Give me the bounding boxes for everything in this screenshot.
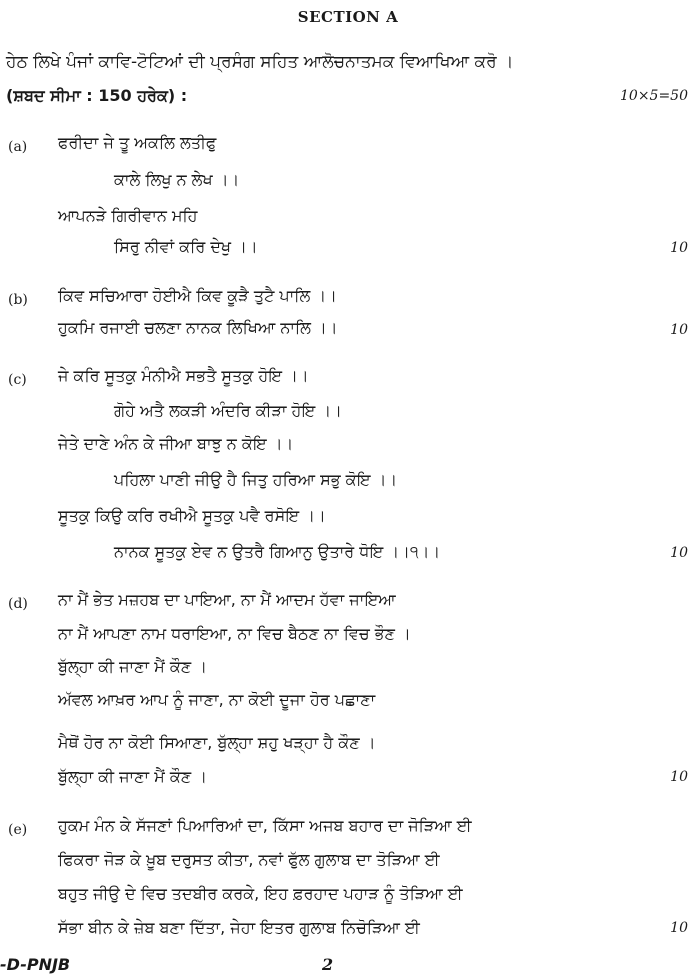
- question-d-line-1: ਨਾ ਮੈਂ ਭੇਤ ਮਜ਼ਹਬ ਦਾ ਪਾਇਆ, ਨਾ ਮੈਂ ਆਦਮ ਹੱਵਾ ਜਾਇਆ: [58, 590, 396, 609]
- question-c-line-6: ਨਾਨਕ ਸੂਤਕੁ ਏਵ ਨ ਉਤਰੈ ਗਿਆਨੁ ਉਤਾਰੇ ਧੋਇ ।।੧।।: [114, 542, 441, 561]
- page-number: 2: [322, 955, 334, 974]
- question-e-line-4: ਸੱਭਾ ਬੀਨ ਕੇ ਜ਼ੇਬ ਬਣਾ ਦਿੱਤਾ, ਜੇਹਾ ਇਤਰ ਗੁਲਾਬ ਨਿਚੋੜਿਆ ਈ: [58, 918, 420, 937]
- question-c-line-5: ਸੂਤਕੁ ਕਿਉ ਕਰਿ ਰਖੀਐ ਸੂਤਕੁ ਪਵੈ ਰਸੋਇ ।।: [58, 506, 326, 525]
- question-e-marks: 10: [670, 920, 688, 936]
- question-c-line-3: ਜੇਤੇ ਦਾਣੇ ਅੰਨ ਕੇ ਜੀਆ ਬਾਝੁ ਨ ਕੋਇ ।।: [58, 434, 294, 453]
- question-label-c: (c): [8, 372, 27, 388]
- word-limit: (ਸ਼ਬਦ ਸੀਮਾ : 150 ਹਰੇਕ) :: [6, 86, 188, 105]
- question-e-line-1: ਹੁਕਮ ਮੰਨ ਕੇ ਸੱਜਣਾਂ ਪਿਆਰਿਆਂ ਦਾ, ਕਿੱਸਾ ਅਜਬ ਬਹਾਰ ਦਾ ਜੋੜਿਆ ਈ: [58, 816, 472, 835]
- question-e-line-3: ਬਹੁਤ ਜੀਉ ਦੇ ਵਿਚ ਤਦਬੀਰ ਕਰਕੇ, ਇਹ ਫ਼ਰਹਾਦ ਪਹਾੜ ਨੂੰ ਤੋੜਿਆ ਈ: [58, 884, 463, 903]
- question-label-b: (b): [8, 292, 28, 308]
- question-d-line-2: ਨਾ ਮੈਂ ਆਪਣਾ ਨਾਮ ਧਰਾਇਆ, ਨਾ ਵਿਚ ਬੈਠਣ ਨਾ ਵਿਚ ਭੌਣ ।: [58, 624, 411, 643]
- paper-code: -D-PNJB: [0, 955, 71, 974]
- total-marks: 10×5=50: [620, 88, 688, 104]
- question-label-a: (a): [8, 139, 28, 155]
- question-d-line-5: ਮੈਥੋਂ ਹੋਰ ਨਾ ਕੋਈ ਸਿਆਣਾ, ਬੁੱਲ੍ਹਾ ਸ਼ਹੁ ਖੜ੍ਹਾ ਹੈ ਕੌਣ ।: [58, 733, 376, 752]
- question-a-line-1: ਫਰੀਦਾ ਜੇ ਤੂ ਅਕਲਿ ਲਤੀਫੁ: [58, 133, 217, 152]
- question-d-line-4: ਅੱਵਲ ਆਖ਼ਰ ਆਪ ਨੂੰ ਜਾਣਾ, ਨਾ ਕੋਈ ਦੂਜਾ ਹੋਰ ਪਛਾਣਾ: [58, 690, 376, 709]
- question-d-marks: 10: [670, 769, 688, 785]
- question-label-d: (d): [8, 596, 28, 612]
- question-c-line-4: ਪਹਿਲਾ ਪਾਣੀ ਜੀਉ ਹੈ ਜਿਤੁ ਹਰਿਆ ਸਭੁ ਕੋਇ ।।: [114, 470, 398, 489]
- instruction-text: ਹੇਠ ਲਿਖੇ ਪੰਜਾਂ ਕਾਵਿ-ਟੋਟਿਆਂ ਦੀ ਪ੍ਰਸੰਗ ਸਹਿਤ ਆਲੋਚਨਾਤਮਕ ਵਿਆਖਿਆ ਕਰੋ ।: [6, 52, 514, 72]
- question-a-line-3: ਆਪਨੜੇ ਗਿਰੀਵਾਨ ਮਹਿ: [58, 206, 198, 225]
- question-d-line-3: ਬੁੱਲ੍ਹਾ ਕੀ ਜਾਣਾ ਮੈਂ ਕੌਣ ।: [58, 657, 208, 676]
- question-c-line-1: ਜੇ ਕਰਿ ਸੂਤਕੁ ਮੰਨੀਐ ਸਭਤੈ ਸੂਤਕੁ ਹੋਇ ।।: [58, 366, 309, 385]
- section-title: SECTION A: [297, 8, 399, 26]
- question-c-marks: 10: [670, 545, 688, 561]
- question-a-line-4: ਸਿਰੁ ਨੀਵਾਂ ਕਰਿ ਦੇਖੁ ।।: [114, 237, 258, 256]
- question-c-line-2: ਗੋਹੇ ਅਤੈ ਲਕੜੀ ਅੰਦਰਿ ਕੀੜਾ ਹੋਇ ।।: [114, 401, 342, 420]
- question-d-line-6: ਬੁੱਲ੍ਹਾ ਕੀ ਜਾਣਾ ਮੈਂ ਕੌਣ ।: [58, 767, 208, 786]
- question-b-line-2: ਹੁਕਮਿ ਰਜਾਈ ਚਲਣਾ ਨਾਨਕ ਲਿਖਿਆ ਨਾਲਿ ।।: [58, 318, 338, 337]
- question-label-e: (e): [8, 822, 28, 838]
- question-a-marks: 10: [670, 240, 688, 256]
- question-e-line-2: ਫਿਕਰਾ ਜੋੜ ਕੇ ਖ਼ੂਬ ਦਰੁਸਤ ਕੀਤਾ, ਨਵਾਂ ਫੁੱਲ ਗੁਲਾਬ ਦਾ ਤੋੜਿਆ ਈ: [58, 850, 440, 869]
- question-b-marks: 10: [670, 322, 688, 338]
- question-a-line-2: ਕਾਲੇ ਲਿਖੁ ਨ ਲੇਖ ।।: [114, 170, 240, 189]
- question-b-line-1: ਕਿਵ ਸਚਿਆਰਾ ਹੋਈਐ ਕਿਵ ਕੂੜੈ ਤੁਟੈ ਪਾਲਿ ।।: [58, 286, 337, 305]
